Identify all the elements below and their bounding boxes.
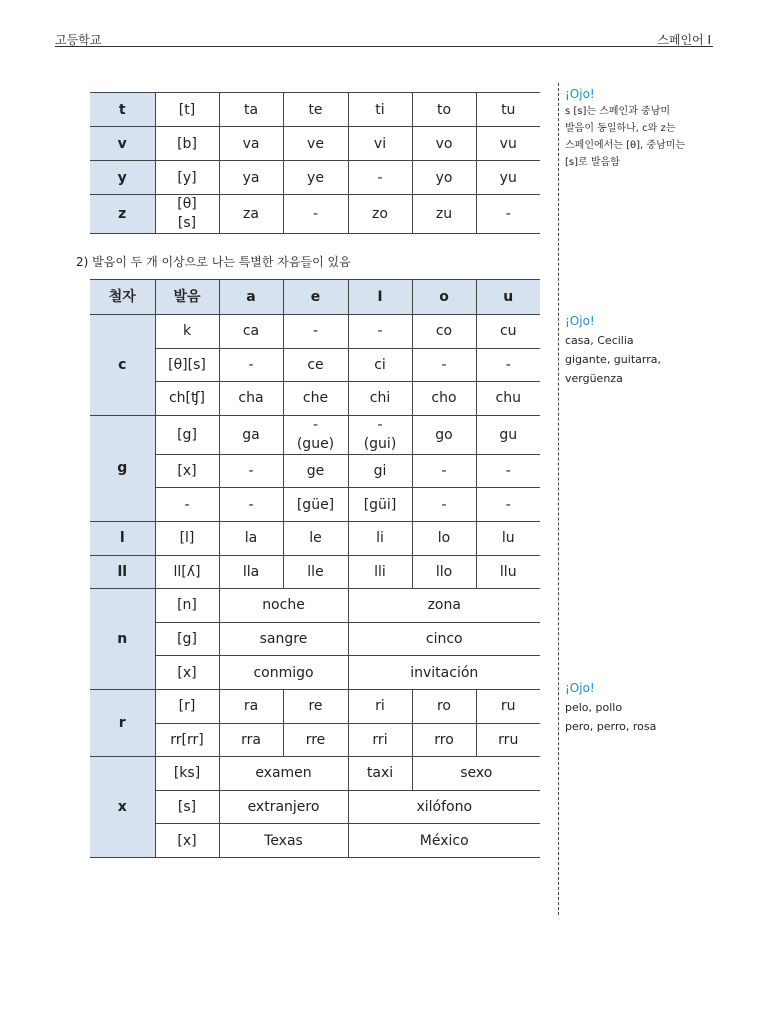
example-cell: conmigo bbox=[219, 656, 348, 690]
letter-cell: n bbox=[90, 589, 155, 690]
letter-cell: t bbox=[90, 93, 155, 127]
syllable-cell: - bbox=[348, 315, 412, 349]
sound-cell: [b] bbox=[155, 127, 219, 161]
syllable-cell: - bbox=[283, 315, 348, 349]
syllable-cell: rro bbox=[412, 723, 476, 757]
syllable-cell: lle bbox=[283, 555, 348, 589]
syllable-cell: te bbox=[283, 93, 348, 127]
sound-cell: [x] bbox=[155, 454, 219, 488]
syllable-cell: - bbox=[476, 454, 540, 488]
syllable-cell: lo bbox=[412, 521, 476, 555]
example-cell: Texas bbox=[219, 824, 348, 858]
table-row bbox=[90, 589, 540, 623]
sound-cell: [g] bbox=[155, 622, 219, 656]
syllable-cell: che bbox=[283, 382, 348, 416]
syllable-cell: ca bbox=[219, 315, 283, 349]
table-row bbox=[90, 348, 540, 382]
syllable-cell: ci bbox=[348, 348, 412, 382]
sound-cell bbox=[155, 195, 219, 234]
example-cell: examen bbox=[219, 757, 348, 791]
syllable-cell: va bbox=[219, 127, 283, 161]
syllable-cell: rre bbox=[283, 723, 348, 757]
syllable-variant: (gue) bbox=[296, 435, 335, 452]
example-cell: xilófono bbox=[348, 790, 540, 824]
syllable-cell: cho bbox=[412, 382, 476, 416]
column-header: e bbox=[283, 280, 348, 315]
sound-cell: [n] bbox=[155, 589, 219, 623]
side-note bbox=[565, 86, 685, 171]
syllable-cell bbox=[348, 415, 412, 454]
example-cell: zona bbox=[348, 589, 540, 623]
column-header: 철자 bbox=[90, 280, 155, 315]
syllable-cell: - bbox=[348, 161, 412, 195]
syllable-cell: ra bbox=[219, 689, 283, 723]
sound-cell: ch[ʧ] bbox=[155, 382, 219, 416]
header-school: 고등학교 bbox=[55, 33, 102, 47]
syllable-cell: [güi] bbox=[348, 488, 412, 522]
syllable-cell: rri bbox=[348, 723, 412, 757]
sound-value: [s] bbox=[177, 215, 197, 231]
note-line: vergüenza bbox=[565, 372, 623, 385]
sound-cell: [s] bbox=[155, 790, 219, 824]
syllable-cell: lli bbox=[348, 555, 412, 589]
syllable-cell: [güe] bbox=[283, 488, 348, 522]
syllable-cell: tu bbox=[476, 93, 540, 127]
sound-cell: [y] bbox=[155, 161, 219, 195]
section-heading: 2) 발음이 두 개 이상으로 나는 특별한 자음들이 있음 bbox=[76, 255, 351, 269]
syllable-cell: re bbox=[283, 689, 348, 723]
sound-cell: k bbox=[155, 315, 219, 349]
syllable-cell: - bbox=[412, 454, 476, 488]
note-heading: ¡Ojo! bbox=[565, 87, 595, 101]
syllable-cell: zo bbox=[348, 195, 412, 234]
syllable-cell: ta bbox=[219, 93, 283, 127]
note-line: pelo, pollo bbox=[565, 701, 623, 714]
example-cell: México bbox=[348, 824, 540, 858]
syllable-variant: (gui) bbox=[363, 435, 397, 452]
syllable-cell: gi bbox=[348, 454, 412, 488]
syllable-cell: vo bbox=[412, 127, 476, 161]
note-line: pero, perro, rosa bbox=[565, 720, 657, 733]
letter-cell: l bbox=[90, 521, 155, 555]
table-row bbox=[90, 488, 540, 522]
syllable-value: - bbox=[312, 416, 319, 433]
syllable-cell: li bbox=[348, 521, 412, 555]
syllable-cell: - bbox=[283, 195, 348, 234]
sound-cell: rr[rr] bbox=[155, 723, 219, 757]
example-cell: sangre bbox=[219, 622, 348, 656]
syllable-cell: yo bbox=[412, 161, 476, 195]
syllable-cell: ru bbox=[476, 689, 540, 723]
example-cell: extranjero bbox=[219, 790, 348, 824]
syllable-cell: zu bbox=[412, 195, 476, 234]
note-heading: ¡Ojo! bbox=[565, 314, 595, 328]
syllable-cell: go bbox=[412, 415, 476, 454]
syllable-cell: co bbox=[412, 315, 476, 349]
table-row bbox=[90, 723, 540, 757]
table-row bbox=[90, 93, 540, 127]
note-line: casa, Cecilia bbox=[565, 334, 634, 347]
syllable-cell: - bbox=[219, 348, 283, 382]
letter-cell: x bbox=[90, 757, 155, 858]
letter-cell: ll bbox=[90, 555, 155, 589]
syllable-cell: la bbox=[219, 521, 283, 555]
table-row bbox=[90, 689, 540, 723]
table-row bbox=[90, 824, 540, 858]
consonant-table-2 bbox=[90, 279, 540, 858]
syllable-cell: cha bbox=[219, 382, 283, 416]
note-line: [s]로 발음함 bbox=[565, 157, 620, 168]
table-header-row bbox=[90, 280, 540, 315]
syllable-cell: vu bbox=[476, 127, 540, 161]
header-subject: 스페인어 I bbox=[657, 33, 711, 47]
sound-cell: [l] bbox=[155, 521, 219, 555]
note-line: s [s]는 스페인과 중남미 bbox=[565, 106, 671, 117]
table-row bbox=[90, 127, 540, 161]
example-cell: taxi bbox=[348, 757, 412, 791]
table-row bbox=[90, 161, 540, 195]
table-row bbox=[90, 622, 540, 656]
table-row bbox=[90, 454, 540, 488]
table-row bbox=[90, 315, 540, 349]
syllable-cell: llo bbox=[412, 555, 476, 589]
sound-cell: [r] bbox=[155, 689, 219, 723]
table-row bbox=[90, 656, 540, 690]
syllable-cell: ye bbox=[283, 161, 348, 195]
letter-cell: r bbox=[90, 689, 155, 756]
letter-cell: v bbox=[90, 127, 155, 161]
table-row bbox=[90, 790, 540, 824]
syllable-cell: rru bbox=[476, 723, 540, 757]
syllable-cell: llu bbox=[476, 555, 540, 589]
syllable-cell: - bbox=[412, 348, 476, 382]
table-row bbox=[90, 415, 540, 454]
letter-cell: c bbox=[90, 315, 155, 416]
syllable-cell: ge bbox=[283, 454, 348, 488]
letter-cell: y bbox=[90, 161, 155, 195]
column-header: u bbox=[476, 280, 540, 315]
side-note bbox=[565, 679, 656, 736]
note-line: gigante, guitarra, bbox=[565, 353, 661, 366]
column-header: a bbox=[219, 280, 283, 315]
sound-cell: [g] bbox=[155, 415, 219, 454]
syllable-cell: vi bbox=[348, 127, 412, 161]
column-header: 발음 bbox=[155, 280, 219, 315]
sound-cell: [x] bbox=[155, 656, 219, 690]
syllable-cell: yu bbox=[476, 161, 540, 195]
column-header: o bbox=[412, 280, 476, 315]
syllable-cell: rra bbox=[219, 723, 283, 757]
example-cell: cinco bbox=[348, 622, 540, 656]
syllable-cell: chu bbox=[476, 382, 540, 416]
sound-value: [θ] bbox=[177, 196, 197, 212]
note-line: 발음이 동일하나, c와 z는 bbox=[565, 123, 676, 134]
syllable-cell: cu bbox=[476, 315, 540, 349]
syllable-cell: ve bbox=[283, 127, 348, 161]
syllable-cell: le bbox=[283, 521, 348, 555]
table-row bbox=[90, 195, 540, 234]
example-cell: noche bbox=[219, 589, 348, 623]
side-note bbox=[565, 312, 661, 388]
syllable-cell: - bbox=[219, 488, 283, 522]
syllable-value: - bbox=[377, 416, 383, 433]
syllable-cell: - bbox=[412, 488, 476, 522]
note-heading: ¡Ojo! bbox=[565, 681, 595, 695]
sound-cell: ll[ʎ] bbox=[155, 555, 219, 589]
syllable-cell: to bbox=[412, 93, 476, 127]
table-row bbox=[90, 555, 540, 589]
table-row bbox=[90, 521, 540, 555]
table-row bbox=[90, 382, 540, 416]
example-cell: invitación bbox=[348, 656, 540, 690]
sound-cell: - bbox=[155, 488, 219, 522]
consonant-table-1 bbox=[90, 92, 540, 234]
syllable-cell: chi bbox=[348, 382, 412, 416]
sound-cell: [ks] bbox=[155, 757, 219, 791]
syllable-cell: - bbox=[219, 454, 283, 488]
syllable-cell: - bbox=[476, 488, 540, 522]
note-line: 스페인에서는 [θ], 중남미는 bbox=[565, 140, 686, 151]
syllable-cell: za bbox=[219, 195, 283, 234]
syllable-cell: ri bbox=[348, 689, 412, 723]
column-header: I bbox=[348, 280, 412, 315]
sound-cell: [t] bbox=[155, 93, 219, 127]
sound-cell: [x] bbox=[155, 824, 219, 858]
margin-divider bbox=[558, 83, 559, 915]
letter-cell: z bbox=[90, 195, 155, 234]
syllable-cell: ga bbox=[219, 415, 283, 454]
example-cell: sexo bbox=[412, 757, 540, 791]
syllable-cell: - bbox=[476, 348, 540, 382]
syllable-cell: lu bbox=[476, 521, 540, 555]
syllable-cell: ti bbox=[348, 93, 412, 127]
syllable-cell: - bbox=[476, 195, 540, 234]
table-row bbox=[90, 757, 540, 791]
syllable-cell bbox=[283, 415, 348, 454]
syllable-cell: lla bbox=[219, 555, 283, 589]
syllable-cell: ro bbox=[412, 689, 476, 723]
syllable-cell: ya bbox=[219, 161, 283, 195]
syllable-cell: gu bbox=[476, 415, 540, 454]
letter-cell: g bbox=[90, 415, 155, 521]
syllable-cell: ce bbox=[283, 348, 348, 382]
sound-cell: [θ][s] bbox=[155, 348, 219, 382]
header-rule bbox=[55, 46, 713, 47]
